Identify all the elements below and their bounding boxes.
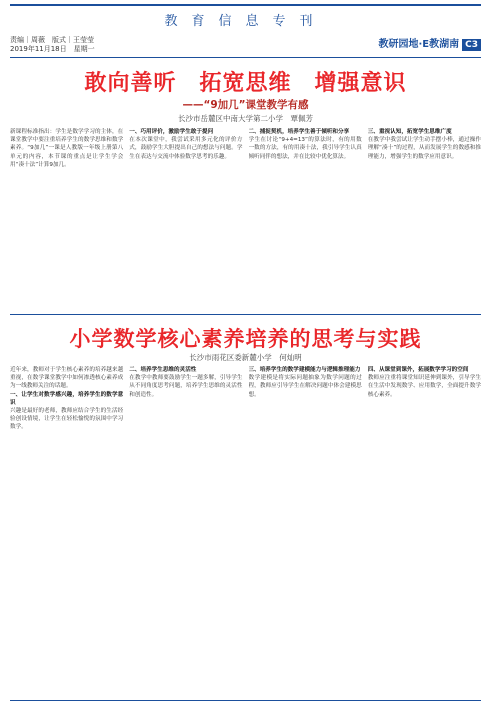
article2-paragraph: 数学建模是将实际问题抽象为数学问题的过程，教师应引导学生在解决问题中体会建模思想。 xyxy=(248,375,362,398)
article2-section-heading: 三、培养学生的数学建模能力与逻辑推理能力 xyxy=(248,367,361,373)
article1-column xyxy=(129,128,242,310)
article2-paragraph: 教师应注重将课堂知识延伸到课外，引导学生在生活中发现数学、应用数学，全面提升数学核心素养。 xyxy=(367,375,481,398)
article2-column xyxy=(249,366,362,696)
article2-paragraph: 近年来，教师对于学生核心素养的培养越来越重视，在数学课堂教学中如何渗透核心素养成为一线教师关注的话题。 xyxy=(10,367,124,390)
article1-column xyxy=(249,128,362,310)
page-number-badge: C3 xyxy=(462,39,481,51)
article1-section-heading: 三、重视认知，拓宽学生思维广度 xyxy=(367,129,452,135)
article2-column xyxy=(129,366,242,696)
date-line: 2019年11月18日 星期一 xyxy=(10,45,95,53)
article1-title: 敢向善听 拓宽思维 增强意识 xyxy=(84,71,407,96)
article1-paragraph: 学生在讨论“9+4=13”的算法时，有的用数一数的方法，有的用凑十法，我引导学生认真倾听同伴的想法，并在比较中优化算法。 xyxy=(248,137,362,160)
article2-section-heading: 一、让学生对数学感兴趣，培养学生的数学意识 xyxy=(10,391,124,406)
article1-section-heading: 一、巧用评价，激励学生敢于提问 xyxy=(129,129,214,135)
edition-name: 教研园地·E教湖南 xyxy=(378,39,460,50)
masthead-meta xyxy=(10,36,95,54)
article2-body xyxy=(10,366,481,696)
masthead-band xyxy=(10,6,481,34)
masthead-title: 教育信息专刊 xyxy=(164,14,327,29)
article1-column xyxy=(368,128,481,310)
article1-byline: 长沙市岳麓区中南大学第二小学 覃佩芳 xyxy=(178,114,313,123)
article2-title: 小学数学核心素养培养的思考与实践 xyxy=(69,327,422,351)
article2-column xyxy=(10,366,123,696)
edition-label xyxy=(378,35,481,51)
article1-section-heading: 二、捕捉契机，培养学生善于倾听和分享 xyxy=(248,129,350,135)
article1-paragraph: 在教学中我尝试让学生动手摆小棒，通过操作理解“凑十”的过程，从而发展学生的数感和推理能力，增强学生的数学应用意识。 xyxy=(367,137,481,160)
article1-subtitle: ——“9加几”课堂教学有感 xyxy=(182,99,309,111)
article-divider xyxy=(10,314,481,315)
page-bottom-rule xyxy=(10,700,481,701)
article1-paragraph: 新课程标准指出：学生是数学学习的主体，在课堂教学中要注重培养学生的数学思维和数学素养。“9加几”一课是人教版一年级上册第八单元的内容，本节课的重点是让学生学会用“凑十法”计算9加几。 xyxy=(10,129,124,168)
article1-body xyxy=(10,128,481,310)
article1-paragraph: 在本次课堂中，我尝试采用多元化的评价方式，鼓励学生大胆提出自己的想法与问题。学生在表达与交流中体验数学思考的乐趣。 xyxy=(129,137,243,160)
editor-line: 责编｜周薇 版式｜王莹莹 xyxy=(10,36,94,44)
masthead-bottom-rule xyxy=(10,57,481,58)
article2-section-heading: 四、从课堂到课外，拓展数学学习的空间 xyxy=(367,367,469,373)
article2-section-heading: 二、培养学生思维的灵活性 xyxy=(129,367,197,373)
article2-paragraph: 兴趣是最好的老师，教师应结合学生的生活经验创设情境，让学生在轻松愉悦的氛围中学习数学。 xyxy=(10,408,124,431)
article1-column xyxy=(10,128,123,310)
article2-column xyxy=(368,366,481,696)
article2-byline: 长沙市雨花区委新麓小学 何灿明 xyxy=(189,353,302,362)
article2-paragraph: 在教学中教师要鼓励学生一题多解，引导学生从不同角度思考问题，培养学生思维的灵活性和创造性。 xyxy=(129,375,243,398)
